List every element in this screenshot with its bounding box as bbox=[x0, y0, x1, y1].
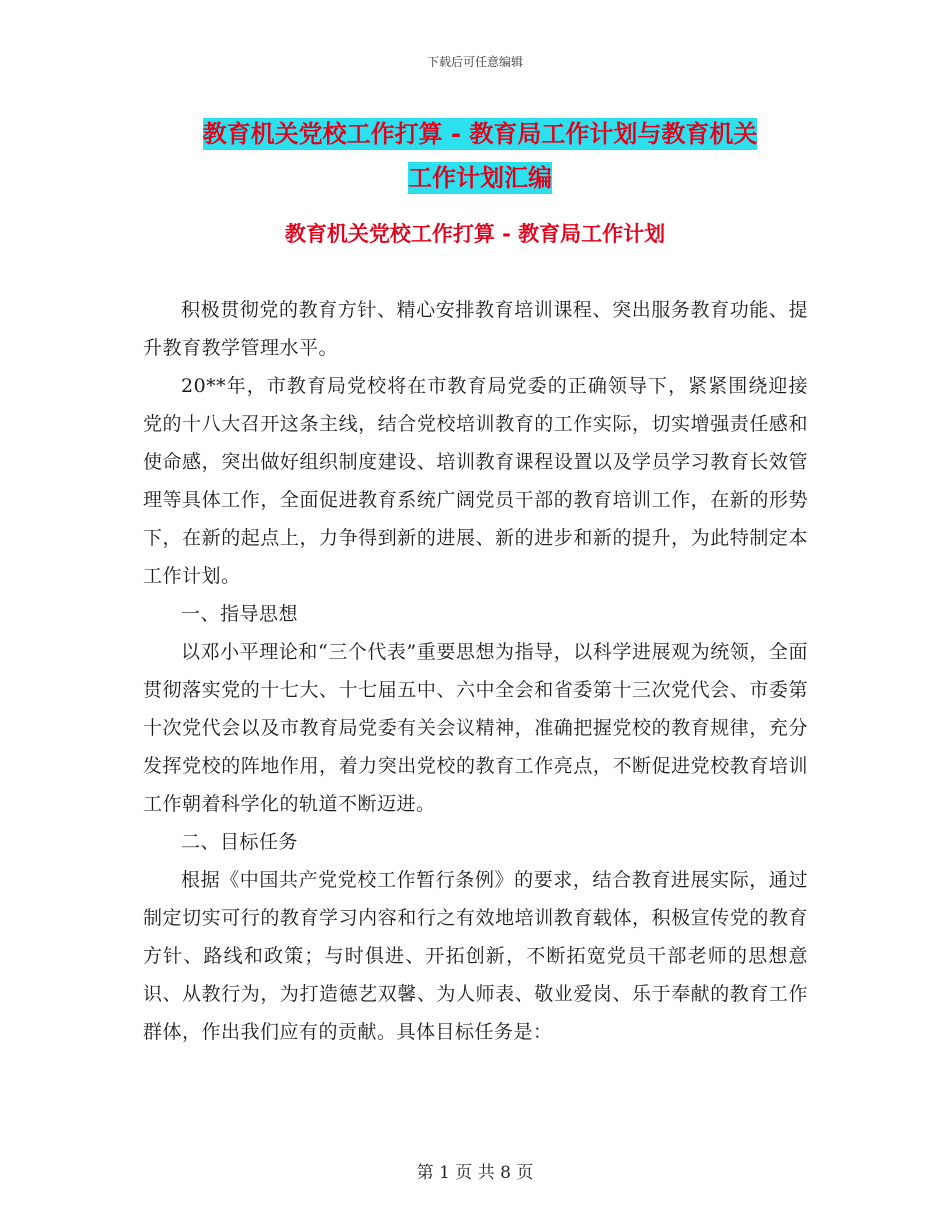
heading-goals-tasks: 二、目标任务 bbox=[181, 831, 299, 853]
document-title-line-1: 教育机关党校工作打算 - 教育局工作计划与教育机关 bbox=[202, 120, 758, 148]
document-title bbox=[140, 112, 820, 200]
paragraph-goals-tasks: 根据《中国共产党党校工作暂行条例》的要求，结合教育进展实际，通过制定切实可行的教育学习内容和行之有效地培训教育载体，积极宣传党的教育方针、路线和政策；与时俱进、开拓创新，不断拓宽党员干部老师的思想意识、从教行为，为打造德艺双馨、为人师表、敬业爱岗、乐于奉献的教育工作群体，作出我们应有的贡献。具体目标任务是： bbox=[143, 869, 808, 1043]
page-footer: 第 1 页 共 8 页 bbox=[416, 1163, 534, 1183]
paragraph-guiding-ideology: 以邓小平理论和“三个代表”重要思想为指导，以科学进展观为统领，全面贯彻落实党的十七大、十七届五中、六中全会和省委第十三次党代会、市委第十次党代会以及市教育局党委有关会议精神，准确把握党校的教育规律，充分发挥党校的阵地作用，着力突出党校的教育工作亮点，不断促进党校教育培训工作朝着科学化的轨道不断迈进。 bbox=[143, 641, 808, 815]
section-title: 教育机关党校工作打算 - 教育局工作计划 bbox=[284, 222, 666, 246]
paragraph-intro: 积极贯彻党的教育方针、精心安排教育培训课程、突出服务教育功能、提升教育教学管理水平。 bbox=[143, 299, 808, 359]
body-text bbox=[143, 291, 808, 1051]
heading-guiding-ideology: 一、指导思想 bbox=[181, 603, 299, 625]
page-header: 下载后可任意编辑 bbox=[426, 55, 523, 69]
document-title-line-2: 工作计划汇编 bbox=[408, 164, 552, 192]
paragraph-overview: 20**年，市教育局党校将在市教育局党委的正确领导下，紧紧围绕迎接党的十八大召开这条主线，结合党校培训教育的工作实际，切实增强责任感和使命感，突出做好组织制度建设、培训教育课程设置以及学员学习教育长效管理等具体工作，全面促进教育系统广阔党员干部的教育培训工作，在新的形势下，在新的起点上，力争得到新的进展、新的进步和新的提升，为此特制定本工作计划。 bbox=[143, 375, 808, 587]
